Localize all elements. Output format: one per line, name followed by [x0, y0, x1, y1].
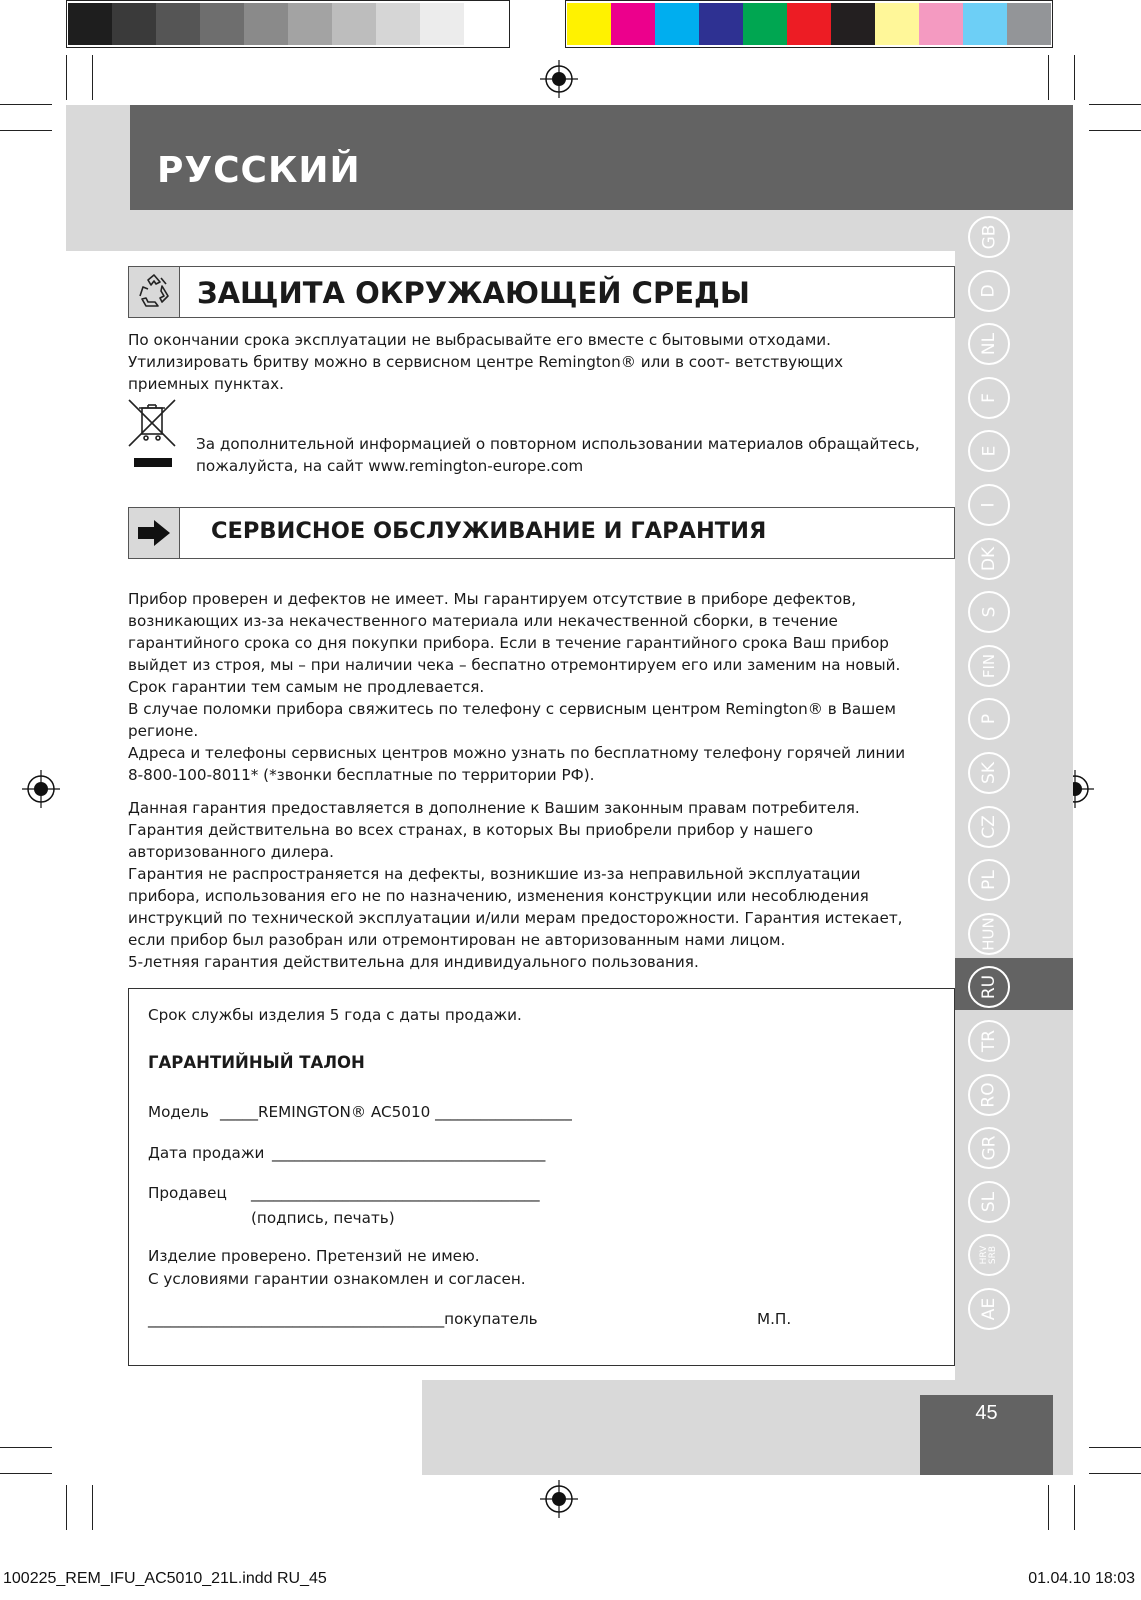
page-number: 45 — [975, 1402, 998, 1424]
language-tab-i[interactable] — [968, 484, 1010, 526]
buyer-signature-field[interactable]: _______________________________________покупатель — [148, 1310, 538, 1328]
language-tab-dk[interactable] — [968, 538, 1010, 580]
language-tab-pl[interactable] — [968, 859, 1010, 901]
sale-date-label: Дата продажи — [148, 1144, 265, 1162]
crop-mark — [1048, 55, 1049, 100]
language-code: D — [979, 284, 999, 298]
language-tab-cz[interactable] — [968, 806, 1010, 848]
warranty-card-title: ГАРАНТИЙНЫЙ ТАЛОН — [148, 1053, 365, 1072]
language-tab-gb[interactable] — [968, 216, 1010, 258]
language-code: AE — [979, 1297, 999, 1321]
language-code: HRV SRB — [979, 1246, 998, 1265]
file-slug: 100225_REM_IFU_AC5010_21L.indd RU_45 — [3, 1570, 327, 1587]
stamp-label: М.П. — [757, 1310, 792, 1328]
registration-mark-icon — [22, 770, 60, 808]
crop-mark — [0, 1473, 52, 1474]
crop-mark — [92, 55, 93, 100]
crossed-bin-icon — [126, 398, 178, 472]
env-icon-box — [128, 266, 180, 318]
env-info-paragraph — [196, 433, 956, 477]
env-line: По окончании срока эксплуатации не выбрасывайте его вместе с бытовыми отходами. — [128, 331, 832, 349]
agree-text: С условиями гарантии ознакомлен и согласен. — [148, 1270, 526, 1288]
language-tab-sl[interactable] — [968, 1181, 1010, 1223]
seller-hint: (подпись, печать) — [251, 1209, 395, 1227]
service-line: инструкций по технической эксплуатации и/или мерам предосторожности. Гарантия истекает, — [128, 909, 903, 927]
language-tab-fin[interactable] — [968, 645, 1010, 687]
crop-mark — [66, 55, 67, 100]
language-tab-ro[interactable] — [968, 1074, 1010, 1116]
language-code: NL — [978, 333, 999, 356]
seller-field[interactable]: ______________________________________ — [251, 1184, 540, 1202]
service-line: выйдет из строя, мы – при наличии чека – беспатно отремонтируем его или заменим на новый. — [128, 656, 901, 674]
sale-date-field[interactable]: ____________________________________ — [272, 1144, 546, 1162]
service-paragraph-1 — [128, 588, 958, 786]
recycle-icon — [134, 272, 174, 312]
crop-mark — [1089, 104, 1141, 105]
service-line: возникающих из-за некачественного материала или некачественной сборки, в течение — [128, 612, 838, 630]
model-field[interactable]: _____REMINGTON® AC5010 __________________ — [220, 1103, 572, 1121]
crop-mark — [0, 1447, 52, 1448]
language-code: SK — [978, 762, 999, 784]
crop-mark — [1089, 1447, 1141, 1448]
language-code: GR — [979, 1135, 999, 1161]
service-life-text: Срок службы изделия 5 года с даты продажи. — [148, 1006, 522, 1024]
service-line: 8-800-100-8011* (*звонки бесплатные по территории РФ). — [128, 766, 595, 784]
registration-mark-icon — [540, 1480, 578, 1518]
registration-mark-icon — [540, 60, 578, 98]
env-info-line: За дополнительной информацией о повторном использовании материалов обращайтесь, — [196, 435, 920, 453]
env-line: приемных пунктах. — [128, 375, 284, 393]
env-section-title: ЗАЩИТА ОКРУЖАЮЩЕЙ СРЕДЫ — [197, 276, 750, 310]
crop-mark — [1074, 55, 1075, 100]
seller-label: Продавец — [148, 1184, 227, 1202]
model-label: Модель — [148, 1103, 209, 1121]
service-paragraph-2 — [128, 797, 958, 973]
crop-mark — [1089, 1473, 1141, 1474]
language-tab-f[interactable] — [968, 377, 1010, 419]
service-line: В случае поломки прибора свяжитесь по телефону с сервисным центром Remington® в Вашем — [128, 700, 896, 718]
crop-mark — [66, 1485, 67, 1530]
env-paragraph — [128, 329, 958, 395]
crop-mark — [0, 130, 52, 131]
checked-text: Изделие проверено. Претензий не имею. — [148, 1247, 480, 1265]
service-line: если прибор был разобран или отремонтирован не авторизованным нами лицом. — [128, 931, 786, 949]
language-code: DK — [979, 546, 999, 571]
service-line: 5-летняя гарантия действительна для индивидуального пользования. — [128, 953, 699, 971]
env-info-line: пожалуйста, на сайт www.remington-europe.com — [196, 457, 584, 475]
language-code: I — [978, 502, 999, 508]
crop-mark — [92, 1485, 93, 1530]
language-code: TR — [978, 1029, 999, 1053]
arrow-right-icon — [136, 518, 172, 548]
crop-mark — [0, 104, 52, 105]
service-line: гарантийного срока со дня покупки прибора. Если в течение гарантийного срока Ваш прибор — [128, 634, 889, 652]
service-line: Адреса и телефоны сервисных центров можно узнать по бесплатному телефону горячей линии — [128, 744, 906, 762]
service-icon-box — [128, 507, 180, 559]
gray-bar-frame — [66, 0, 510, 48]
language-code: SL — [978, 1191, 999, 1212]
language-code: RU — [978, 975, 999, 1000]
service-line: Данная гарантия предоставляется в дополнение к Вашим законным правам потребителя. — [128, 799, 860, 817]
language-code: S — [978, 606, 999, 618]
language-tab-nl[interactable] — [968, 323, 1010, 365]
service-line: Прибор проверен и дефектов не имеет. Мы гарантируем отсутствие в приборе дефектов, — [128, 590, 857, 608]
crop-mark — [1048, 1485, 1049, 1530]
language-tab-gr[interactable] — [968, 1127, 1010, 1169]
service-line: Срок гарантии тем самым не продлевается. — [128, 678, 485, 696]
env-line: Утилизировать бритву можно в сервисном центре Remington® или в соот- ветствующих — [128, 353, 844, 371]
date-slug: 01.04.10 18:03 — [1028, 1570, 1135, 1587]
color-bar-frame — [565, 0, 1053, 48]
service-line: прибора, использования его не по назначению, изменения конструкции или несоблюдения — [128, 887, 869, 905]
service-section-title: СЕРВИСНОЕ ОБСЛУЖИВАНИЕ И ГАРАНТИЯ — [211, 518, 767, 544]
language-code: P — [978, 714, 999, 725]
language-code: GB — [979, 224, 999, 250]
language-code: E — [979, 446, 999, 457]
language-code: F — [979, 392, 999, 403]
language-tab-sk[interactable] — [968, 752, 1010, 794]
language-tab-ae[interactable] — [968, 1288, 1010, 1330]
language-tab-hun[interactable] — [968, 913, 1010, 955]
language-code: CZ — [979, 814, 999, 839]
language-tab-tr[interactable] — [968, 1020, 1010, 1062]
crop-mark — [1089, 130, 1141, 131]
crop-mark — [1074, 1485, 1075, 1530]
language-code: PL — [978, 870, 999, 891]
language-tab-s[interactable] — [968, 591, 1010, 633]
service-line: Гарантия действительна во всех странах, в которых Вы приобрели прибор у нашего — [128, 821, 814, 839]
language-code: RO — [978, 1081, 999, 1108]
service-line: Гарантия не распространяется на дефекты, возникшие из-за неправильной эксплуатации — [128, 865, 861, 883]
service-line: регионе. — [128, 722, 199, 740]
language-code: FIN — [980, 653, 998, 678]
language-code: HUN — [979, 917, 998, 951]
service-line: авторизованного дилера. — [128, 843, 334, 861]
language-tab-d[interactable] — [968, 270, 1010, 312]
page-title: РУССКИЙ — [157, 150, 361, 191]
